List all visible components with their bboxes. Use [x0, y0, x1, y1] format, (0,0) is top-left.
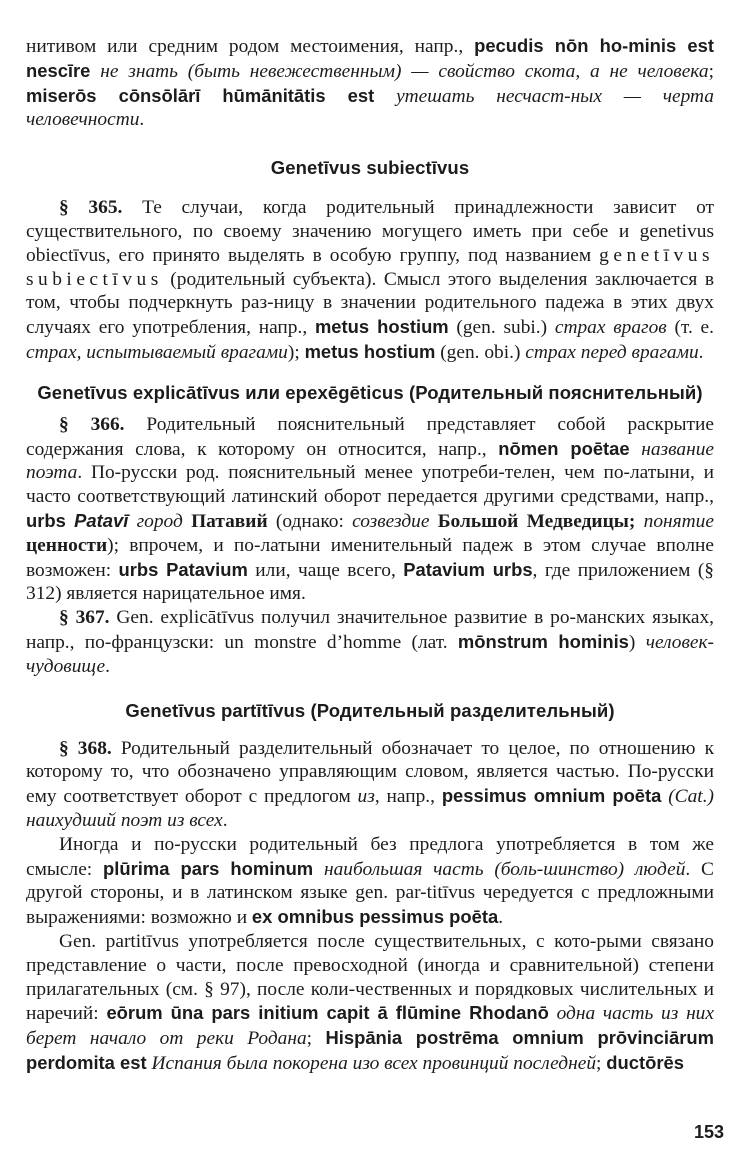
russian-translation: утешать несчаст-ных — черта человечности: [26, 85, 714, 131]
text-run: .: [105, 655, 111, 677]
russian-translation: из: [357, 786, 375, 808]
latin-example: pecudis nōn ho-minis est nescīre: [26, 35, 715, 81]
text-run: [429, 511, 437, 532]
latin-example: mōnstrum hominis: [457, 630, 629, 652]
russian-translation: не знать (быть невежественным) — свойство скота, а не человека: [100, 60, 709, 82]
section-number: § 367.: [59, 607, 110, 629]
latin-example: Patavī: [74, 509, 129, 531]
text-run: [630, 439, 642, 460]
text-run: );: [287, 341, 305, 363]
text-run: . По-русски род. пояснительный менее употреби-телен, чем по-латыни, и часто соответствующий латинский оборот передается другими средствами, напр.,: [26, 462, 714, 508]
text-run: [635, 511, 643, 532]
text-run: . С другой стороны, и в латинском языке gen. par-titīvus чередуется с предложными выражениями: возможно и: [26, 858, 714, 929]
latin-example: plūrima pars hominum: [103, 857, 314, 879]
bold-term: Большой Медведицы;: [437, 510, 636, 532]
text-run: ;: [708, 60, 714, 82]
latin-example: ex omnibus pessimus poēta: [251, 906, 499, 928]
latin-example: urbs Patavium: [118, 558, 248, 580]
text-run: Gen. explicātīvus получил значительное развитие в ро-манских языках, напр., по-французски: un monstre d’homme (лат.: [26, 607, 714, 653]
text-run: нитивом или средним родом местоимения, напр.,: [26, 36, 475, 57]
russian-translation: Испания была покорена изо всех провинций последней: [151, 1052, 597, 1074]
text-run: ;: [596, 1052, 607, 1074]
text-run: Gen. partitīvus употребляется после существительных, с кото-рыми связано представление о части, после превосходной (иногда и сравнительной) степени прилагательных (см. § 97), после коли-чественных и порядковых числительных и наречий:: [26, 930, 714, 1025]
text-run: Родительный разделительный обозначает то целое, по отношению к которому то, что обозначено управляющим словом, является частью. По-русски ему соответствует оборот с предлогом: [26, 737, 715, 808]
section-heading-subiectivus: Genetīvus subiectīvus: [270, 157, 470, 179]
text-run: Иногда и по-русски родительный без предлога употребляется в том же смысле:: [26, 833, 714, 880]
text-run: или, чаще всего,: [247, 559, 404, 581]
latin-example: nōmen poētae: [498, 437, 630, 459]
text-run: .: [222, 809, 228, 831]
text-run: (gen. obi.): [435, 341, 526, 363]
text-run: [128, 511, 136, 532]
bold-term: ценности: [26, 534, 108, 556]
text-run: (gen. subi.): [448, 317, 555, 339]
text-run: (однако:: [267, 510, 353, 532]
russian-translation: страх врагов: [554, 317, 667, 339]
russian-translation: страх перед врагами: [525, 341, 699, 363]
text-run: , напр.,: [374, 786, 442, 808]
text-run: [549, 1003, 557, 1024]
section-number: § 368.: [59, 737, 112, 759]
text-run: [183, 511, 191, 532]
russian-translation: одна часть из них берет начало от реки Родана: [26, 1003, 714, 1050]
latin-example: metus hostium: [314, 316, 449, 338]
russian-translation: созвездие: [352, 510, 430, 532]
text-run: .: [139, 109, 145, 131]
bold-term: Патавий: [191, 510, 268, 532]
paragraph-partitive-usage: [26, 930, 714, 1076]
text-run: Родительный пояснительный представляет собой раскрытие содержания слова, к которому он относится, напр.,: [26, 413, 714, 460]
paragraph-partitive-russian: [26, 833, 714, 930]
text-run: ;: [306, 1028, 326, 1050]
latin-example: urbs: [26, 509, 66, 531]
paragraph-365: [26, 196, 714, 365]
text-run: (родительный субъекта). Смысл этого выделения заключается в том, чтобы подчеркнуть раз-ницу в значении родительного падежа в этих двух случаях его употребления, напр.,: [26, 268, 714, 339]
russian-translation: (Cat.) наихудший поэт из всех: [26, 786, 714, 831]
latin-example: metus hostium: [304, 340, 436, 362]
russian-translation: человек-чудовище: [26, 631, 715, 677]
paragraph-continuation: [26, 34, 714, 132]
text-run: ): [628, 631, 646, 653]
section-number: § 365.: [59, 197, 123, 219]
latin-example: miserōs cōnsōlārī hūmānitātis est: [26, 84, 375, 106]
text-run: .: [698, 341, 704, 363]
spaced-term: genetīvus subiectīvus: [26, 244, 714, 290]
latin-example: Hispānia postrēma omnium prōvinciārum perdomita est: [26, 1027, 714, 1073]
text-run: [313, 859, 324, 880]
paragraph-367: [26, 606, 714, 678]
russian-translation: понятие: [643, 510, 714, 532]
section-heading-partitivus: Genetīvus partītīvus (Родительный разделительный): [125, 699, 615, 721]
latin-example: ductōrēs: [606, 1051, 684, 1073]
text-run: [374, 86, 396, 107]
section-heading-explicativus: Genetīvus explicātīvus или epexēgēticus (Родительный пояснительный): [37, 381, 703, 403]
text-run: [90, 61, 100, 82]
latin-example: Patavium urbs: [403, 558, 533, 580]
text-run: (т. е.: [666, 317, 714, 339]
russian-translation: город: [136, 510, 183, 532]
latin-example: eōrum ūna pars initium capit ā flūmine Rhodanō: [106, 1002, 549, 1024]
section-number: § 366.: [59, 413, 125, 435]
text-run: Те случаи, когда родительный принадлежности зависит от существительного, по своему значению могущего иметь при себе и genetivus obiectīvus, его принято выделять в особую группу, под названием: [26, 197, 714, 266]
text-run: , где приложением (§ 312) является нарицательное имя.: [26, 559, 714, 605]
russian-translation: страх, испытываемый врагами: [26, 341, 288, 363]
text-run: .: [498, 907, 504, 929]
paragraph-366: [26, 413, 714, 606]
page-number: 153: [693, 1122, 724, 1142]
text-run: ); впрочем, и по-латыни именительный падеж в этом случае вполне возможен:: [26, 534, 714, 581]
russian-translation: название поэта: [26, 438, 714, 484]
paragraph-368: [26, 737, 714, 833]
russian-translation: наибольшая часть (боль-шинство) людей: [323, 858, 686, 880]
text-run: [66, 511, 74, 532]
latin-example: pessimus omnium poēta: [441, 785, 662, 807]
